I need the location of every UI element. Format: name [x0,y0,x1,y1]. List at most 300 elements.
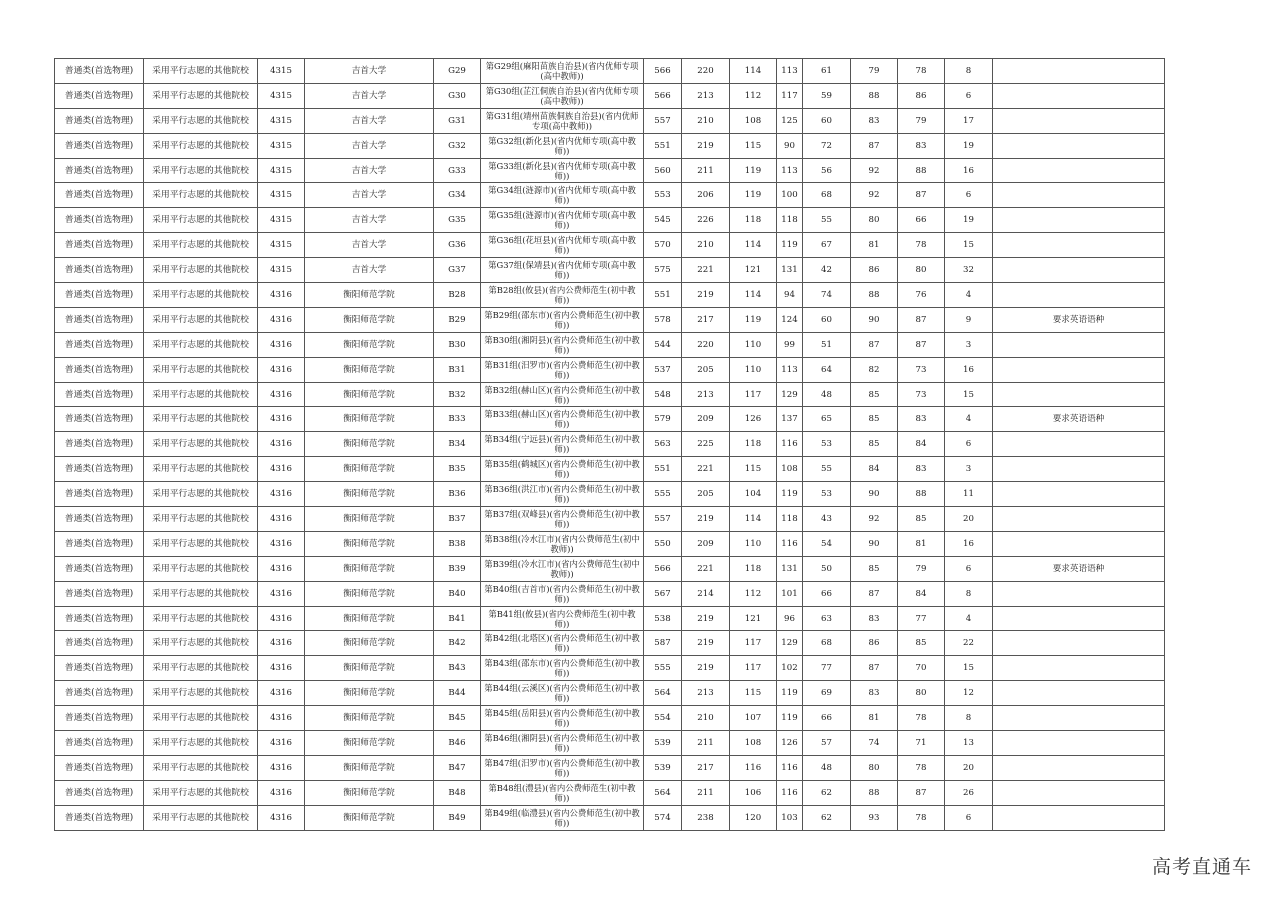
cell-col-12: 86 [898,83,945,108]
table-row [55,457,1165,482]
cell-group-name: 第G35组(涟源市)(省内优师专项(高中教师)) [481,208,644,233]
cell-category: 普通类(首选物理) [55,133,144,158]
cell-category: 普通类(首选物理) [55,108,144,133]
cell-col-7: 210 [682,108,730,133]
cell-col-8: 114 [730,507,777,532]
cell-group-code: B35 [434,457,481,482]
cell-group-code: G29 [434,59,481,84]
cell-group-code: B36 [434,482,481,507]
cell-col-9: 96 [777,606,803,631]
table-row [55,581,1165,606]
cell-group-name: 第B28组(攸县)(省内公费师范生(初中教师)) [481,283,644,308]
cell-col-9: 99 [777,332,803,357]
cell-batch: 采用平行志愿的其他院校 [144,83,258,108]
cell-batch: 采用平行志愿的其他院校 [144,382,258,407]
cell-col-7: 210 [682,706,730,731]
cell-school-name: 吉首大学 [305,108,434,133]
cell-school-code: 4316 [258,805,305,830]
cell-batch: 采用平行志愿的其他院校 [144,556,258,581]
cell-category: 普通类(首选物理) [55,531,144,556]
cell-col-10: 43 [803,507,851,532]
table-row [55,208,1165,233]
cell-group-name: 第B45组(岳阳县)(省内公费师范生(初中教师)) [481,706,644,731]
cell-col-9: 126 [777,731,803,756]
table-row [55,133,1165,158]
cell-min-score: 550 [644,531,682,556]
cell-category: 普通类(首选物理) [55,283,144,308]
cell-group-name: 第G29组(麻阳苗族自治县)(省内优师专项(高中教师)) [481,59,644,84]
cell-col-12: 78 [898,59,945,84]
cell-category: 普通类(首选物理) [55,731,144,756]
cell-col-8: 115 [730,133,777,158]
cell-col-10: 51 [803,332,851,357]
cell-category: 普通类(首选物理) [55,457,144,482]
cell-col-8: 118 [730,556,777,581]
cell-note [993,83,1165,108]
cell-school-name: 衡阳师范学院 [305,357,434,382]
cell-col-7: 211 [682,731,730,756]
cell-plan-count: 16 [945,531,993,556]
cell-batch: 采用平行志愿的其他院校 [144,755,258,780]
cell-group-name: 第B37组(双峰县)(省内公费师范生(初中教师)) [481,507,644,532]
cell-col-11: 87 [851,133,898,158]
cell-min-score: 574 [644,805,682,830]
cell-col-11: 81 [851,233,898,258]
cell-plan-count: 32 [945,258,993,283]
cell-batch: 采用平行志愿的其他院校 [144,432,258,457]
cell-note [993,731,1165,756]
cell-col-12: 77 [898,606,945,631]
cell-col-8: 115 [730,457,777,482]
cell-batch: 采用平行志愿的其他院校 [144,507,258,532]
cell-col-12: 76 [898,283,945,308]
cell-col-8: 126 [730,407,777,432]
cell-col-11: 86 [851,258,898,283]
cell-col-7: 221 [682,258,730,283]
cell-school-code: 4315 [258,258,305,283]
cell-col-11: 88 [851,83,898,108]
cell-col-9: 119 [777,681,803,706]
cell-group-code: G35 [434,208,481,233]
cell-school-name: 吉首大学 [305,133,434,158]
cell-school-name: 衡阳师范学院 [305,307,434,332]
cell-group-code: B28 [434,283,481,308]
cell-col-10: 53 [803,432,851,457]
cell-col-10: 59 [803,83,851,108]
cell-col-10: 54 [803,531,851,556]
cell-plan-count: 4 [945,606,993,631]
cell-school-code: 4316 [258,755,305,780]
cell-col-7: 219 [682,606,730,631]
cell-min-score: 539 [644,731,682,756]
cell-school-name: 吉首大学 [305,83,434,108]
cell-col-11: 93 [851,805,898,830]
table-row [55,755,1165,780]
table-row [55,332,1165,357]
cell-school-name: 衡阳师范学院 [305,706,434,731]
cell-col-12: 66 [898,208,945,233]
cell-school-code: 4316 [258,482,305,507]
cell-group-code: B46 [434,731,481,756]
table-row [55,681,1165,706]
cell-col-10: 55 [803,457,851,482]
table-row [55,631,1165,656]
cell-col-8: 119 [730,307,777,332]
cell-min-score: 538 [644,606,682,631]
cell-category: 普通类(首选物理) [55,332,144,357]
cell-col-12: 81 [898,531,945,556]
cell-note [993,283,1165,308]
cell-group-code: B30 [434,332,481,357]
cell-note [993,606,1165,631]
cell-batch: 采用平行志愿的其他院校 [144,731,258,756]
table-row [55,432,1165,457]
cell-school-name: 吉首大学 [305,59,434,84]
table-row [55,656,1165,681]
cell-school-code: 4315 [258,108,305,133]
cell-col-7: 225 [682,432,730,457]
cell-col-9: 116 [777,432,803,457]
cell-col-7: 213 [682,681,730,706]
cell-plan-count: 3 [945,457,993,482]
cell-note [993,233,1165,258]
cell-col-7: 209 [682,531,730,556]
cell-col-10: 69 [803,681,851,706]
cell-col-11: 87 [851,656,898,681]
cell-group-name: 第G36组(花垣县)(省内优师专项(高中教师)) [481,233,644,258]
cell-col-12: 79 [898,108,945,133]
cell-batch: 采用平行志愿的其他院校 [144,631,258,656]
table-row [55,531,1165,556]
cell-col-7: 219 [682,283,730,308]
cell-col-7: 226 [682,208,730,233]
cell-col-8: 110 [730,332,777,357]
cell-school-code: 4316 [258,556,305,581]
cell-min-score: 553 [644,183,682,208]
cell-col-8: 108 [730,108,777,133]
cell-category: 普通类(首选物理) [55,83,144,108]
cell-school-code: 4315 [258,233,305,258]
cell-col-10: 57 [803,731,851,756]
cell-col-11: 79 [851,59,898,84]
cell-school-name: 衡阳师范学院 [305,731,434,756]
cell-batch: 采用平行志愿的其他院校 [144,183,258,208]
cell-group-code: B41 [434,606,481,631]
cell-plan-count: 6 [945,805,993,830]
cell-category: 普通类(首选物理) [55,507,144,532]
cell-col-8: 104 [730,482,777,507]
cell-batch: 采用平行志愿的其他院校 [144,158,258,183]
cell-col-9: 131 [777,258,803,283]
cell-min-score: 555 [644,482,682,507]
cell-plan-count: 20 [945,755,993,780]
cell-col-9: 90 [777,133,803,158]
cell-school-code: 4316 [258,656,305,681]
cell-col-7: 211 [682,780,730,805]
cell-col-11: 90 [851,482,898,507]
cell-col-7: 205 [682,482,730,507]
cell-col-12: 84 [898,432,945,457]
cell-col-10: 64 [803,357,851,382]
cell-batch: 采用平行志愿的其他院校 [144,307,258,332]
cell-group-name: 第B33组(赫山区)(省内公费师范生(初中教师)) [481,407,644,432]
cell-note [993,133,1165,158]
cell-col-9: 116 [777,755,803,780]
cell-col-12: 78 [898,755,945,780]
cell-school-code: 4316 [258,332,305,357]
cell-school-name: 吉首大学 [305,208,434,233]
cell-col-12: 84 [898,581,945,606]
cell-group-name: 第B40组(吉首市)(省内公费师范生(初中教师)) [481,581,644,606]
cell-plan-count: 8 [945,581,993,606]
cell-col-7: 205 [682,357,730,382]
cell-batch: 采用平行志愿的其他院校 [144,482,258,507]
cell-min-score: 551 [644,133,682,158]
cell-col-7: 221 [682,457,730,482]
cell-note [993,631,1165,656]
cell-min-score: 566 [644,83,682,108]
cell-group-name: 第B32组(赫山区)(省内公费师范生(初中教师)) [481,382,644,407]
cell-group-name: 第G31组(靖州苗族侗族自治县)(省内优师专项(高中教师)) [481,108,644,133]
cell-col-7: 209 [682,407,730,432]
cell-group-name: 第B39组(冷水江市)(省内公费师范生(初中教师)) [481,556,644,581]
cell-category: 普通类(首选物理) [55,407,144,432]
cell-note [993,482,1165,507]
cell-school-name: 衡阳师范学院 [305,606,434,631]
cell-col-11: 74 [851,731,898,756]
cell-batch: 采用平行志愿的其他院校 [144,108,258,133]
cell-category: 普通类(首选物理) [55,780,144,805]
cell-col-7: 219 [682,507,730,532]
cell-plan-count: 12 [945,681,993,706]
cell-col-8: 117 [730,631,777,656]
cell-school-name: 吉首大学 [305,233,434,258]
cell-category: 普通类(首选物理) [55,382,144,407]
cell-col-12: 88 [898,482,945,507]
cell-col-10: 55 [803,208,851,233]
cell-school-name: 衡阳师范学院 [305,681,434,706]
cell-col-10: 60 [803,108,851,133]
cell-group-name: 第B46组(湘阴县)(省内公费师范生(初中教师)) [481,731,644,756]
cell-col-8: 119 [730,183,777,208]
cell-category: 普通类(首选物理) [55,656,144,681]
cell-note [993,432,1165,457]
cell-col-10: 61 [803,59,851,84]
cell-col-9: 131 [777,556,803,581]
cell-col-9: 102 [777,656,803,681]
cell-col-11: 80 [851,208,898,233]
cell-col-8: 114 [730,233,777,258]
cell-col-10: 66 [803,581,851,606]
cell-school-name: 衡阳师范学院 [305,382,434,407]
cell-group-code: B42 [434,631,481,656]
cell-note [993,681,1165,706]
table-row [55,805,1165,830]
cell-batch: 采用平行志愿的其他院校 [144,457,258,482]
cell-group-code: G36 [434,233,481,258]
cell-col-9: 94 [777,283,803,308]
table-row [55,258,1165,283]
cell-school-code: 4316 [258,507,305,532]
cell-school-code: 4315 [258,59,305,84]
cell-batch: 采用平行志愿的其他院校 [144,258,258,283]
cell-col-8: 121 [730,606,777,631]
cell-col-8: 106 [730,780,777,805]
cell-plan-count: 6 [945,183,993,208]
cell-group-code: B37 [434,507,481,532]
cell-school-code: 4316 [258,731,305,756]
cell-col-10: 48 [803,755,851,780]
cell-batch: 采用平行志愿的其他院校 [144,606,258,631]
cell-col-11: 92 [851,158,898,183]
cell-plan-count: 13 [945,731,993,756]
cell-category: 普通类(首选物理) [55,606,144,631]
cell-col-8: 118 [730,432,777,457]
cell-category: 普通类(首选物理) [55,233,144,258]
cell-min-score: 570 [644,233,682,258]
cell-school-code: 4316 [258,631,305,656]
cell-batch: 采用平行志愿的其他院校 [144,531,258,556]
cell-school-code: 4315 [258,183,305,208]
cell-note: 要求英语语种 [993,407,1165,432]
cell-school-name: 衡阳师范学院 [305,507,434,532]
cell-plan-count: 15 [945,382,993,407]
cell-col-8: 116 [730,755,777,780]
cell-batch: 采用平行志愿的其他院校 [144,656,258,681]
cell-col-9: 113 [777,357,803,382]
cell-category: 普通类(首选物理) [55,183,144,208]
cell-col-7: 220 [682,332,730,357]
cell-col-7: 217 [682,307,730,332]
cell-col-12: 80 [898,681,945,706]
cell-col-12: 78 [898,805,945,830]
cell-plan-count: 15 [945,233,993,258]
cell-min-score: 563 [644,432,682,457]
cell-group-name: 第B38组(冷水江市)(省内公费师范生(初中教师)) [481,531,644,556]
cell-batch: 采用平行志愿的其他院校 [144,233,258,258]
cell-school-code: 4315 [258,208,305,233]
cell-col-8: 112 [730,581,777,606]
cell-col-8: 114 [730,283,777,308]
cell-min-score: 539 [644,755,682,780]
cell-note [993,208,1165,233]
cell-group-code: B29 [434,307,481,332]
cell-col-10: 62 [803,780,851,805]
cell-col-12: 87 [898,332,945,357]
cell-min-score: 560 [644,158,682,183]
cell-batch: 采用平行志愿的其他院校 [144,780,258,805]
cell-school-name: 衡阳师范学院 [305,755,434,780]
cell-col-9: 129 [777,631,803,656]
cell-category: 普通类(首选物理) [55,805,144,830]
cell-col-10: 72 [803,133,851,158]
cell-col-12: 78 [898,233,945,258]
cell-group-code: B44 [434,681,481,706]
table-row [55,59,1165,84]
cell-col-11: 87 [851,581,898,606]
cell-school-name: 衡阳师范学院 [305,283,434,308]
cell-min-score: 578 [644,307,682,332]
cell-school-code: 4316 [258,606,305,631]
table-row [55,382,1165,407]
cell-min-score: 544 [644,332,682,357]
cell-category: 普通类(首选物理) [55,158,144,183]
cell-min-score: 545 [644,208,682,233]
cell-group-code: G37 [434,258,481,283]
cell-school-code: 4316 [258,457,305,482]
cell-group-code: G34 [434,183,481,208]
cell-school-code: 4316 [258,531,305,556]
cell-plan-count: 6 [945,556,993,581]
table-row [55,507,1165,532]
cell-col-11: 81 [851,706,898,731]
cell-school-name: 衡阳师范学院 [305,332,434,357]
cell-col-12: 87 [898,780,945,805]
cell-col-12: 71 [898,731,945,756]
table-row [55,307,1165,332]
cell-group-name: 第B34组(宁远县)(省内公费师范生(初中教师)) [481,432,644,457]
cell-batch: 采用平行志愿的其他院校 [144,805,258,830]
cell-col-7: 213 [682,83,730,108]
cell-group-name: 第B29组(邵东市)(省内公费师范生(初中教师)) [481,307,644,332]
cell-col-11: 90 [851,531,898,556]
cell-min-score: 587 [644,631,682,656]
table-row [55,283,1165,308]
cell-col-7: 217 [682,755,730,780]
cell-col-11: 85 [851,556,898,581]
cell-min-score: 564 [644,681,682,706]
cell-col-8: 110 [730,357,777,382]
cell-col-10: 63 [803,606,851,631]
cell-min-score: 566 [644,59,682,84]
cell-plan-count: 20 [945,507,993,532]
cell-note: 要求英语语种 [993,307,1165,332]
cell-col-9: 108 [777,457,803,482]
cell-col-9: 113 [777,158,803,183]
cell-school-name: 衡阳师范学院 [305,631,434,656]
cell-category: 普通类(首选物理) [55,681,144,706]
cell-note [993,706,1165,731]
cell-col-11: 87 [851,332,898,357]
cell-col-9: 119 [777,482,803,507]
cell-note [993,158,1165,183]
cell-plan-count: 16 [945,357,993,382]
cell-note [993,108,1165,133]
cell-group-code: B34 [434,432,481,457]
cell-col-7: 219 [682,133,730,158]
cell-batch: 采用平行志愿的其他院校 [144,357,258,382]
cell-col-11: 85 [851,382,898,407]
cell-col-7: 219 [682,631,730,656]
cell-category: 普通类(首选物理) [55,755,144,780]
cell-col-8: 108 [730,731,777,756]
cell-group-name: 第B30组(湘阴县)(省内公费师范生(初中教师)) [481,332,644,357]
cell-school-code: 4316 [258,706,305,731]
cell-col-7: 206 [682,183,730,208]
cell-col-11: 92 [851,507,898,532]
cell-group-code: B49 [434,805,481,830]
cell-min-score: 567 [644,581,682,606]
cell-min-score: 555 [644,656,682,681]
cell-col-8: 115 [730,681,777,706]
cell-col-11: 88 [851,283,898,308]
cell-group-name: 第G34组(涟源市)(省内优师专项(高中教师)) [481,183,644,208]
cell-batch: 采用平行志愿的其他院校 [144,133,258,158]
cell-col-10: 77 [803,656,851,681]
cell-category: 普通类(首选物理) [55,482,144,507]
cell-group-code: G30 [434,83,481,108]
cell-group-code: G33 [434,158,481,183]
